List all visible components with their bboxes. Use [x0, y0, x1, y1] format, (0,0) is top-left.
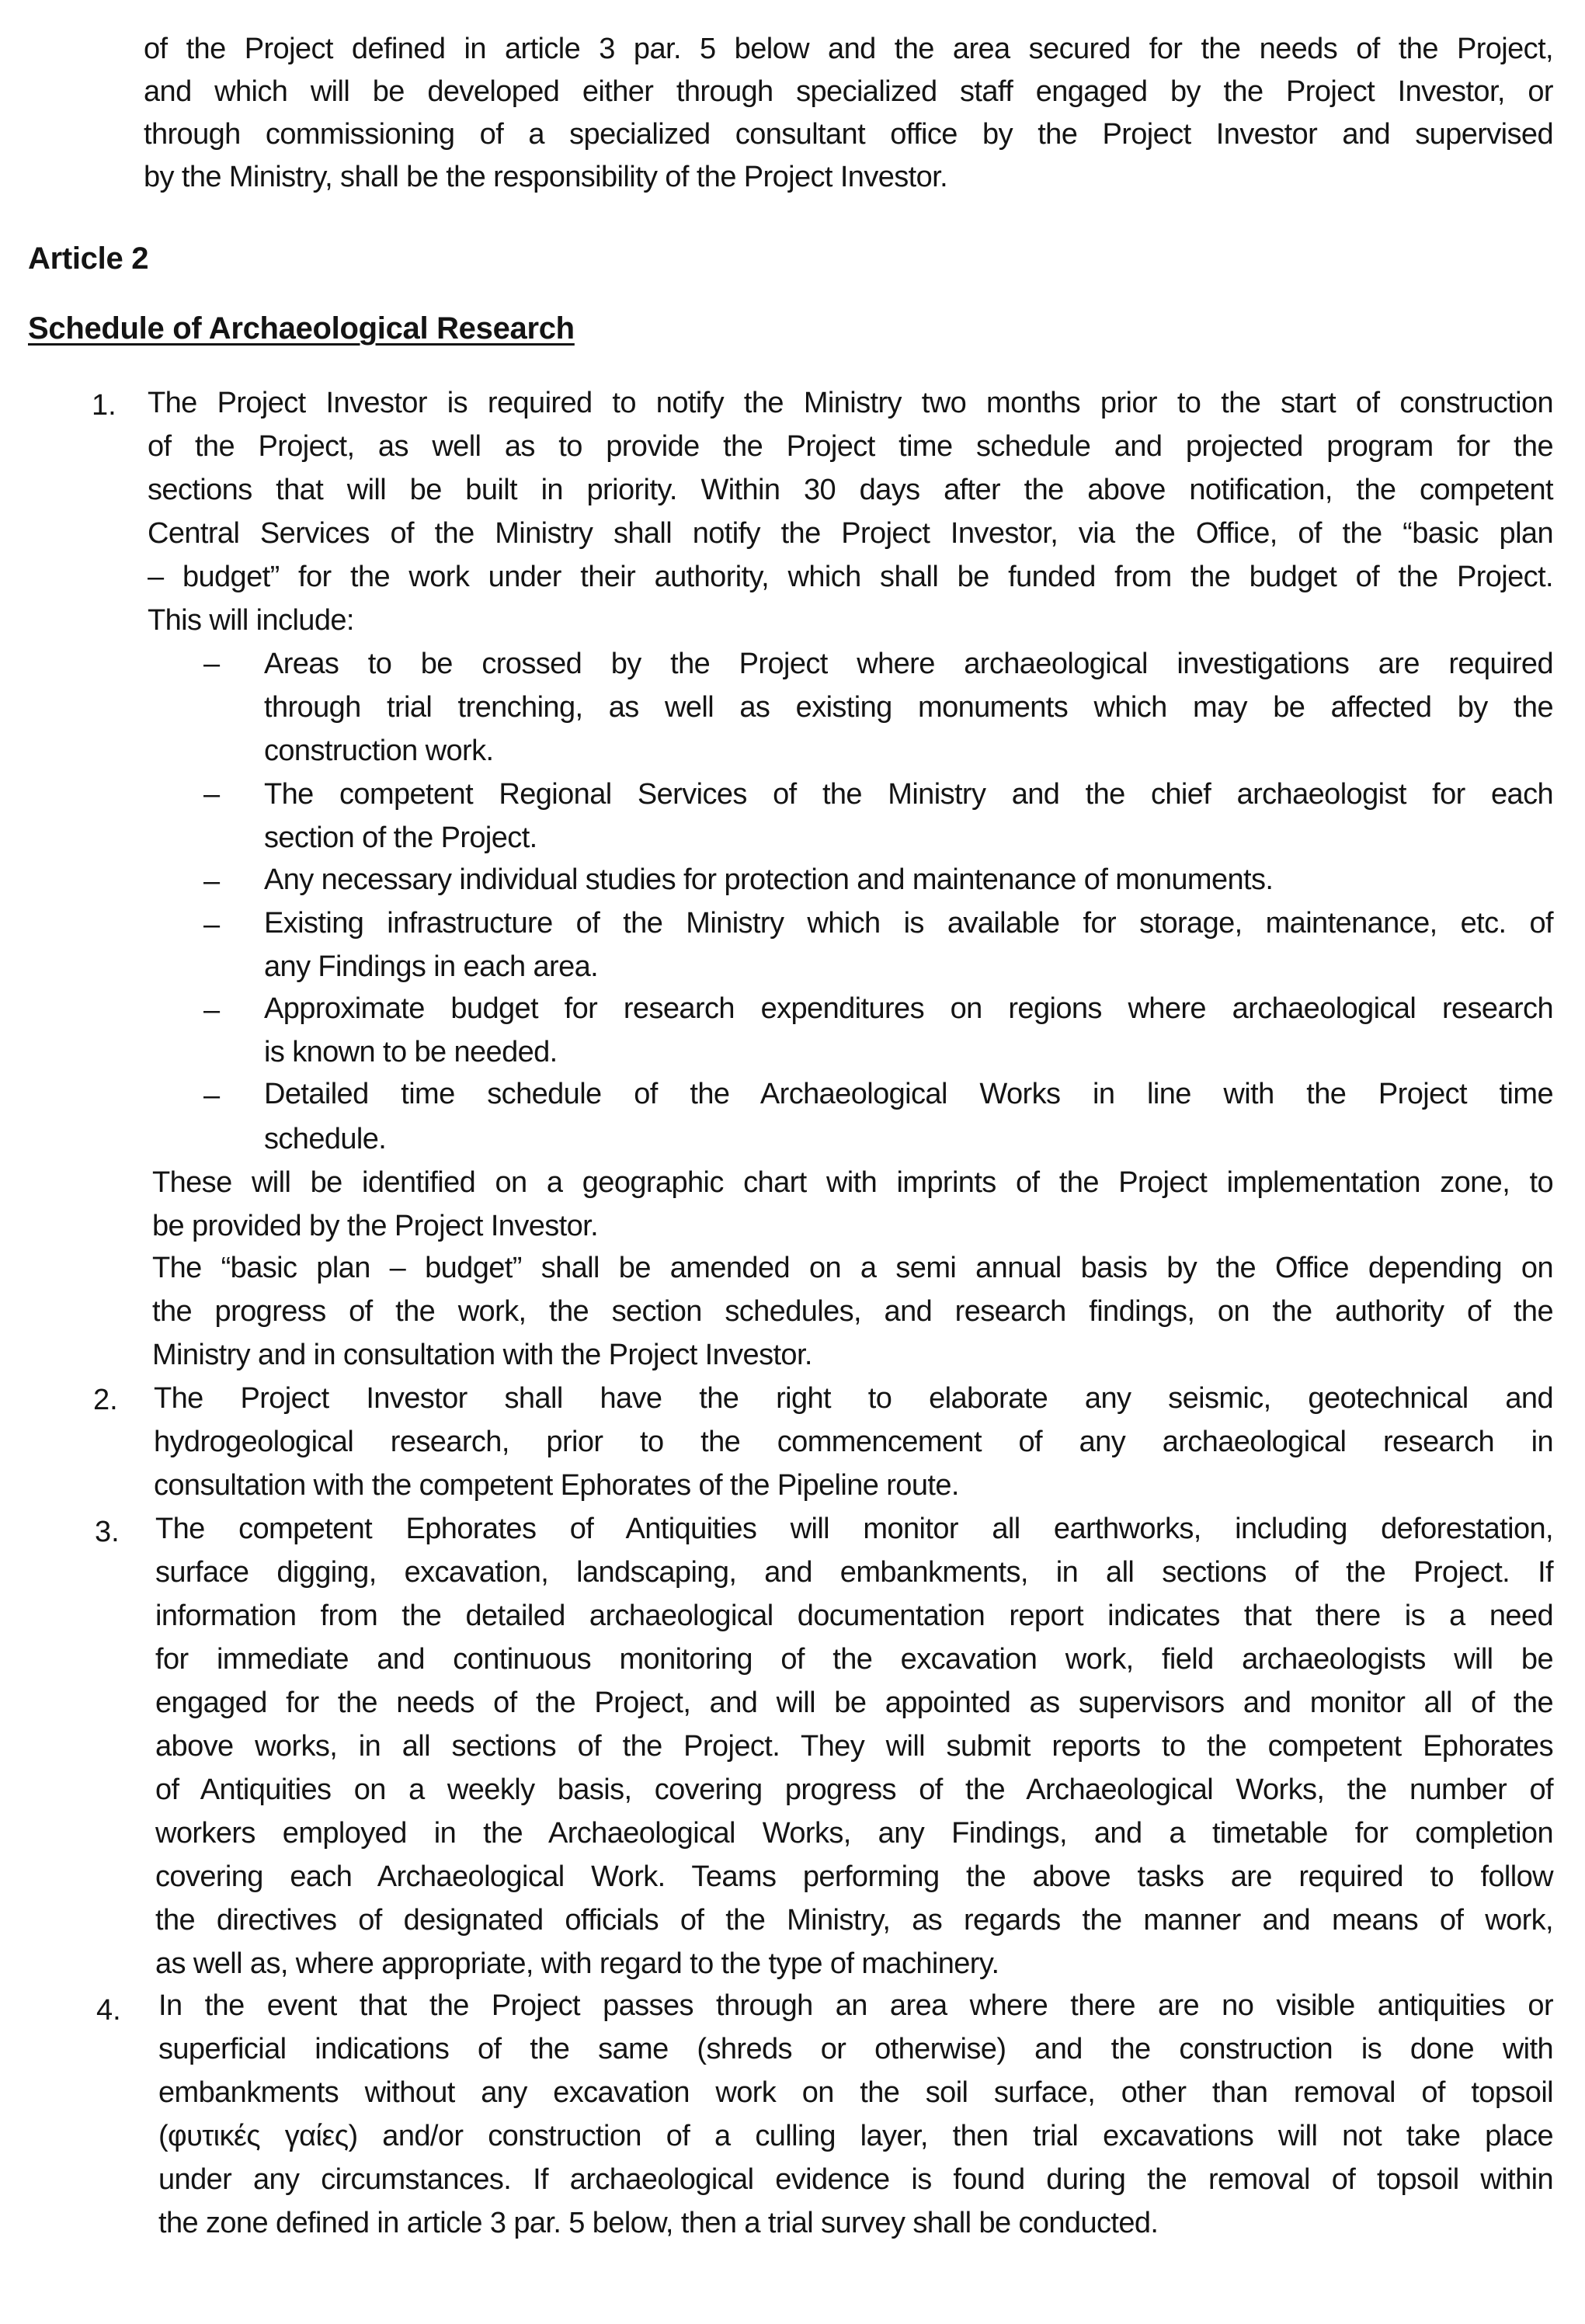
text-line: sections that will be built in priority. Within 30 days after the above notification, the competent	[148, 474, 1553, 506]
text-line: under any circumstances. If archaeological evidence is found during the removal of topsoil within	[158, 2163, 1553, 2196]
text-line: be provided by the Project Investor.	[152, 1210, 599, 1242]
item-number: 4.	[96, 1994, 121, 2027]
text-line: the zone defined in article 3 par. 5 below, then a trial survey shall be conducted.	[158, 2207, 1159, 2239]
text-line: Existing infrastructure of the Ministry which is available for storage, maintenance, etc. of	[264, 907, 1553, 940]
text-line: This will include:	[148, 604, 354, 637]
text-line: Areas to be crossed by the Project where archaeological investigations are required	[264, 648, 1553, 680]
text-line: covering each Archaeological Work. Teams performing the above tasks are required to follow	[155, 1860, 1553, 1893]
dash-bullet-icon: –	[203, 908, 221, 941]
text-line: by the Ministry, shall be the responsibility of the Project Investor.	[144, 161, 948, 193]
text-line: workers employed in the Archaeological Works, any Findings, and a timetable for completion	[155, 1817, 1553, 1850]
text-line: as well as, where appropriate, with regard to the type of machinery.	[155, 1947, 999, 1980]
text-line: surface digging, excavation, landscaping, and embankments, in all sections of the Project. If	[155, 1556, 1553, 1589]
text-line: embankments without any excavation work on the soil surface, other than removal of topsoil	[158, 2076, 1553, 2109]
dash-bullet-icon: –	[203, 865, 221, 898]
article-title: Schedule of Archaeological Research	[28, 311, 575, 346]
text-line: schedule.	[264, 1123, 387, 1155]
text-line: hydrogeological research, prior to the commencement of any archaeological research in	[154, 1426, 1553, 1458]
text-line: engaged for the needs of the Project, and will be appointed as supervisors and monitor all of the	[155, 1687, 1553, 1719]
text-line: The Project Investor is required to notify the Ministry two months prior to the start of construction	[148, 387, 1553, 419]
text-line: consultation with the competent Ephorates of the Pipeline route.	[154, 1469, 959, 1502]
text-line: section of the Project.	[264, 822, 537, 854]
text-line: Central Services of the Ministry shall notify the Project Investor, via the Office, of the “basic plan	[148, 517, 1553, 550]
text-line: The Project Investor shall have the right to elaborate any seismic, geotechnical and	[154, 1382, 1553, 1415]
article-label: Article 2	[28, 241, 149, 276]
item-number: 1.	[92, 389, 116, 422]
dash-bullet-icon: –	[203, 778, 221, 811]
text-line: of the Project defined in article 3 par. 5 below and the area secured for the needs of the Project,	[144, 33, 1553, 65]
text-line: any Findings in each area.	[264, 950, 599, 983]
text-line: Detailed time schedule of the Archaeological Works in line with the Project time	[264, 1078, 1553, 1110]
text-line: information from the detailed archaeological documentation report indicates that there is a need	[155, 1600, 1553, 1632]
text-line: The “basic plan – budget” shall be amended on a semi annual basis by the Office depending on	[152, 1252, 1553, 1284]
dash-bullet-icon: –	[203, 648, 221, 680]
text-line: Approximate budget for research expenditures on regions where archaeological research	[264, 992, 1553, 1025]
dash-bullet-icon: –	[203, 1079, 221, 1112]
item-number: 2.	[93, 1384, 118, 1416]
text-line: through commissioning of a specialized consultant office by the Project Investor and supervised	[144, 118, 1553, 151]
text-line: and which will be developed either through specialized staff engaged by the Project Investor, or	[144, 75, 1553, 108]
text-line: for immediate and continuous monitoring of the excavation work, field archaeologists will be	[155, 1643, 1553, 1676]
text-line: In the event that the Project passes through an area where there are no visible antiquities or	[158, 1989, 1553, 2022]
text-line: Any necessary individual studies for protection and maintenance of monuments.	[264, 863, 1274, 896]
text-line: the directives of designated officials of the Ministry, as regards the manner and means of work,	[155, 1904, 1553, 1937]
item-number: 3.	[95, 1516, 120, 1548]
text-line: The competent Ephorates of Antiquities will monitor all earthworks, including deforestation,	[155, 1513, 1553, 1545]
text-line: is known to be needed.	[264, 1036, 558, 1068]
text-line: of Antiquities on a weekly basis, covering progress of the Archaeological Works, the number of	[155, 1773, 1553, 1806]
text-line: Ministry and in consultation with the Project Investor.	[152, 1339, 812, 1371]
text-line: construction work.	[264, 735, 494, 767]
text-line: (φυτικές γαίες) and/or construction of a culling layer, then trial excavations will not take place	[158, 2120, 1553, 2152]
text-line: These will be identified on a geographic chart with imprints of the Project implementation zone, to	[152, 1166, 1553, 1199]
text-line: above works, in all sections of the Project. They will submit reports to the competent Ephorates	[155, 1730, 1553, 1763]
text-line: – budget” for the work under their authority, which shall be funded from the budget of the Project.	[148, 561, 1553, 593]
text-line: superficial indications of the same (shreds or otherwise) and the construction is done with	[158, 2033, 1553, 2065]
text-line: of the Project, as well as to provide the Project time schedule and projected program for the	[148, 430, 1553, 463]
text-line: the progress of the work, the section schedules, and research findings, on the authority of the	[152, 1295, 1553, 1328]
dash-bullet-icon: –	[203, 994, 221, 1027]
text-line: The competent Regional Services of the Ministry and the chief archaeologist for each	[264, 778, 1553, 811]
text-line: through trial trenching, as well as existing monuments which may be affected by the	[264, 691, 1553, 724]
